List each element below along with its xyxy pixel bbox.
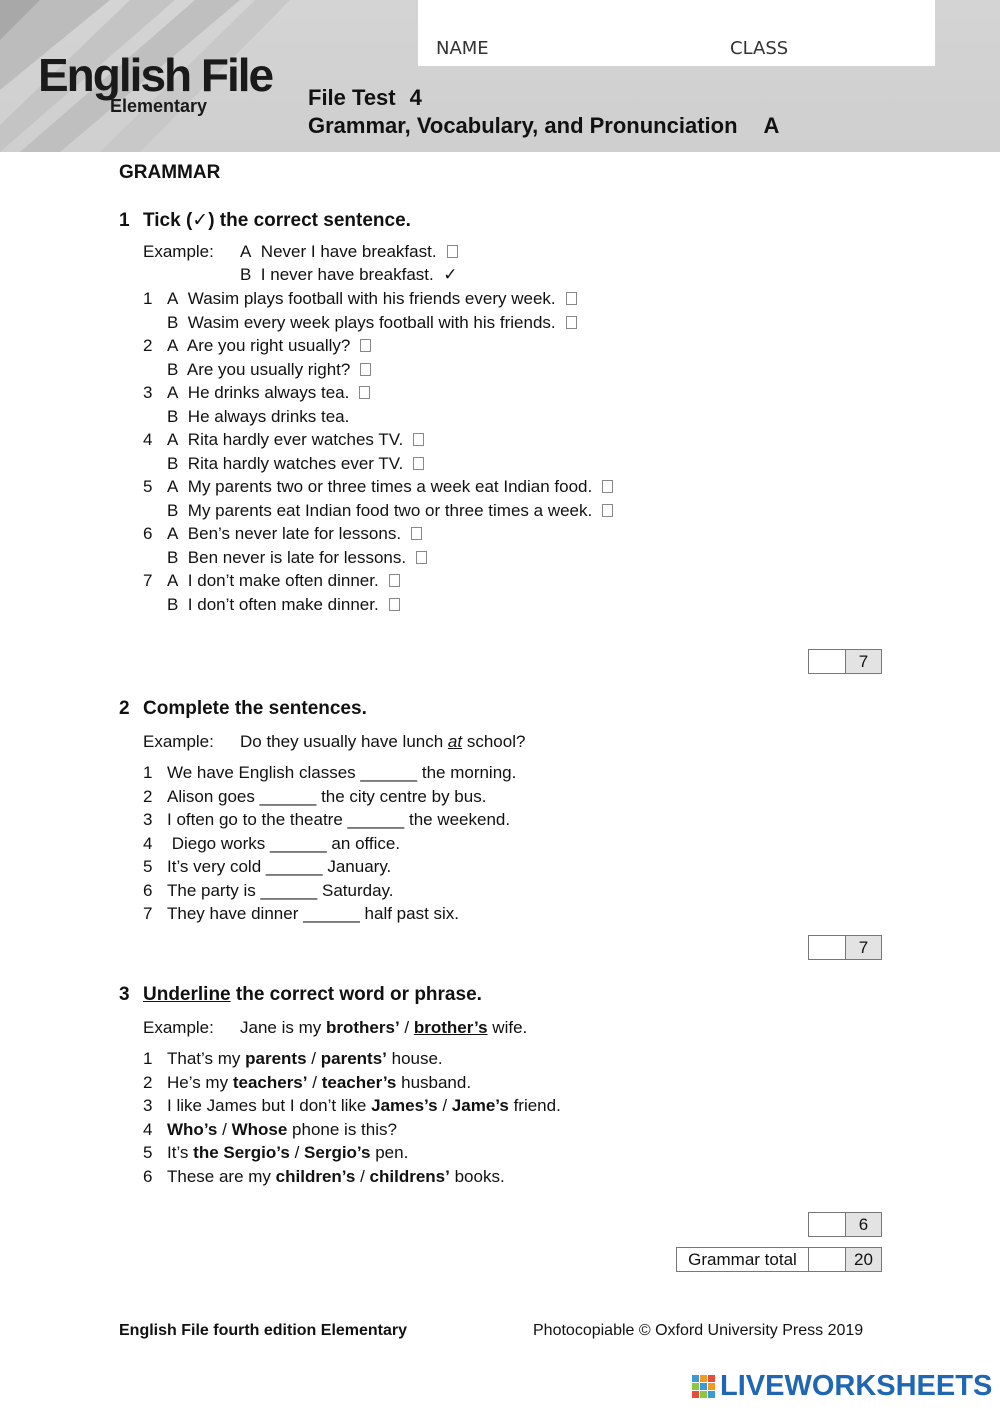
sentence-text: Wasim plays football with his friends every week. [187, 289, 556, 308]
tick-box[interactable] [602, 480, 613, 493]
q2-score-total: 7 [846, 936, 881, 959]
footer-edition: English File fourth edition Elementary [119, 1322, 408, 1339]
q1-item-6-b[interactable] [167, 548, 427, 568]
liveworksheets-text: LIVEWORKSHEETS [720, 1370, 993, 1402]
item-number: 3 [143, 1096, 153, 1115]
liveworksheets-watermark [692, 1370, 992, 1403]
q2-item-2[interactable] [143, 787, 486, 807]
q1-example-label: Example: [143, 242, 214, 261]
item-number: 4 [143, 430, 153, 449]
tick-box[interactable] [413, 457, 424, 470]
tick-box[interactable] [566, 292, 577, 305]
q3-item-1[interactable] [143, 1049, 443, 1069]
q1-example-a: A Never I have breakfast. [240, 242, 458, 262]
choice-option-1[interactable]: Who’s [167, 1119, 218, 1139]
option-letter: A [167, 571, 179, 590]
name-label: NAME [436, 38, 489, 59]
q1-item-4-a[interactable] [143, 430, 424, 450]
footer-copyright: Photocopiable © Oxford University Press 2019 [533, 1322, 864, 1339]
tick-box [447, 245, 458, 258]
item-number: 3 [143, 810, 153, 829]
option-letter: A [167, 477, 179, 496]
q2-item-3[interactable] [143, 810, 510, 830]
choice-separator: / [311, 1049, 316, 1068]
test-subtitle: Grammar, Vocabulary, and Pronunciation [308, 113, 738, 138]
sentence-start: I like James but I don’t like [167, 1096, 367, 1115]
liveworksheets-logo-icon [692, 1375, 716, 1399]
sentence-text: Are you right usually? [186, 336, 351, 355]
choice-option-1[interactable]: James’s [371, 1096, 438, 1115]
q3-score-total: 6 [846, 1213, 881, 1236]
tick-box[interactable] [359, 386, 370, 399]
sentence-text: The party is ______ Saturday. [167, 880, 394, 900]
choice-option-2[interactable]: Sergio’s [304, 1143, 371, 1162]
item-number: 4 [143, 1119, 153, 1139]
q1-item-2-b[interactable] [167, 360, 371, 380]
choice-separator: / [294, 1143, 300, 1162]
choice-option-1[interactable]: teachers’ [232, 1072, 308, 1092]
logo [38, 50, 272, 117]
tick-box[interactable] [413, 433, 424, 446]
item-number: 6 [143, 880, 153, 900]
sentence-text: My parents two or three times a week eat Indian food. [187, 477, 593, 496]
q1-item-7-a[interactable] [143, 571, 400, 591]
item-number: 4 [143, 833, 153, 853]
option-letter: A [167, 430, 179, 449]
item-number: 5 [143, 857, 153, 876]
sentence-end: husband. [401, 1072, 472, 1092]
sentence-end: house. [391, 1049, 443, 1068]
sentence-text: Are you usually right? [186, 359, 351, 379]
q1-score-box[interactable] [808, 649, 882, 674]
option-letter: A [167, 336, 179, 355]
q1-item-1-a[interactable] [143, 289, 577, 309]
item-number: 5 [143, 477, 153, 496]
grammar-total-value: 20 [846, 1248, 881, 1271]
q2-score-box[interactable] [808, 935, 882, 960]
q3-item-4[interactable] [143, 1120, 397, 1140]
tick-box[interactable] [389, 598, 400, 611]
q2-example-label: Example: [143, 732, 214, 751]
q1-item-3-b[interactable] [167, 407, 349, 427]
option-letter: B [167, 547, 179, 567]
q1-example-b: B I never have breakfast. ✓ [240, 265, 458, 284]
q2-item-7[interactable] [143, 904, 459, 924]
option-letter: A [167, 383, 179, 402]
item-number: 1 [143, 289, 153, 308]
sentence-start: He’s my [167, 1072, 229, 1092]
q2-item-4[interactable] [143, 834, 400, 854]
item-number: 6 [143, 524, 153, 543]
question-3-title: 3 Underline the correct word or phrase. [119, 984, 482, 1005]
q3-item-6[interactable] [143, 1167, 505, 1187]
item-number: 2 [143, 336, 153, 355]
q1-item-5-a[interactable] [143, 477, 613, 497]
q1-item-1-b[interactable] [167, 313, 577, 333]
test-number: 4 [409, 85, 422, 110]
tick-box[interactable] [411, 527, 422, 540]
sentence-text: They have dinner ______ half past six. [167, 904, 460, 923]
test-label: File Test [308, 85, 396, 110]
class-label: CLASS [730, 38, 789, 59]
choice-option-2[interactable]: Whose [231, 1119, 288, 1139]
q2-item-5[interactable] [143, 857, 391, 877]
q1-item-5-b[interactable] [167, 501, 613, 521]
q2-item-6[interactable] [143, 881, 394, 901]
choice-option-2[interactable]: childrens’ [369, 1166, 450, 1186]
sentence-end: pen. [375, 1143, 409, 1162]
item-number: 1 [143, 763, 153, 782]
q1-item-3-a[interactable] [143, 383, 370, 403]
choice-separator: / [442, 1096, 448, 1115]
q1-item-2-a[interactable] [143, 336, 371, 356]
choice-option-1[interactable]: children’s [275, 1166, 356, 1186]
test-version: A [763, 113, 780, 138]
item-number: 5 [143, 1143, 153, 1162]
q2-item-1[interactable] [143, 763, 516, 783]
sentence-start: That’s my [167, 1049, 241, 1068]
option-letter: B [167, 406, 179, 426]
question-2-title: 2 Complete the sentences. [119, 698, 367, 719]
option-letter: B [167, 312, 179, 332]
tick-box[interactable] [389, 574, 400, 587]
grammar-total-box[interactable] [808, 1247, 882, 1272]
choice-separator: / [360, 1166, 365, 1186]
sentence-end: phone is this? [292, 1119, 397, 1139]
sentence-text: I often go to the theatre ______ the weekend. [167, 810, 511, 829]
tick-box[interactable] [360, 363, 371, 376]
q3-example: Jane is my brothers’ / brother’s wife. [240, 1018, 528, 1037]
option-letter: A [167, 524, 179, 543]
q1-score-total: 7 [846, 650, 881, 673]
sentence-text: He drinks always tea. [187, 383, 350, 402]
option-letter: B [167, 500, 179, 520]
sentence-end: friend. [513, 1096, 561, 1115]
sentence-text: I don’t make often dinner. [187, 571, 379, 590]
sentence-text: I don’t often make dinner. [187, 594, 379, 614]
question-1-title: 1 Tick (✓) the correct sentence. [119, 210, 411, 231]
q2-example: Do they usually have lunch at school? [240, 732, 526, 751]
q3-item-5[interactable] [143, 1143, 408, 1163]
tick-box[interactable] [566, 316, 577, 329]
sentence-text: Rita hardly watches ever TV. [187, 453, 404, 473]
name-class-box [418, 0, 935, 66]
choice-option-1[interactable]: parents [245, 1049, 307, 1068]
tick-box[interactable] [416, 551, 427, 564]
q1-item-7-b[interactable] [167, 595, 400, 615]
sentence-text: Ben’s never late for lessons. [187, 524, 402, 543]
item-number: 3 [143, 383, 153, 402]
sentence-text: It’s very cold ______ January. [167, 857, 392, 876]
q1-item-4-b[interactable] [167, 454, 424, 474]
choice-option-1[interactable]: the Sergio’s [193, 1143, 290, 1162]
check-mark-icon: ✓ [443, 265, 458, 284]
option-letter: A [167, 289, 179, 308]
option-letter: B [167, 594, 179, 614]
sentence-text: Alison goes ______ the city centre by bus. [167, 786, 487, 806]
option-letter: B [167, 453, 179, 473]
q3-item-3[interactable] [143, 1096, 561, 1116]
logo-subtitle: Elementary [110, 96, 208, 116]
q3-example-label: Example: [143, 1018, 214, 1037]
sentence-start: It’s [167, 1143, 189, 1162]
sentence-start: These are my [167, 1166, 271, 1186]
grammar-total-label: Grammar total [676, 1247, 808, 1272]
sentence-text: Rita hardly ever watches TV. [187, 430, 404, 449]
choice-option-2[interactable]: Jame’s [451, 1096, 509, 1115]
item-number: 7 [143, 904, 153, 923]
choice-separator: / [222, 1119, 227, 1139]
item-number: 1 [143, 1049, 153, 1068]
sentence-end: books. [454, 1166, 505, 1186]
logo-title: English File [38, 49, 273, 101]
q1-item-6-a[interactable] [143, 524, 422, 544]
sentence-text: Ben never is late for lessons. [187, 547, 407, 567]
grammar-total-input[interactable] [809, 1248, 846, 1271]
q1-score-input[interactable] [809, 650, 846, 673]
choice-option-2[interactable]: parents’ [320, 1049, 387, 1068]
item-number: 2 [143, 1072, 153, 1092]
choice-option-2[interactable]: teacher’s [321, 1072, 397, 1092]
tick-box[interactable] [360, 339, 371, 352]
sentence-text: Diego works ______ an office. [167, 833, 401, 853]
q3-score-box[interactable] [808, 1212, 882, 1237]
item-number: 6 [143, 1166, 153, 1186]
header-banner [0, 0, 1000, 152]
q2-score-input[interactable] [809, 936, 846, 959]
test-title [308, 84, 779, 140]
sentence-text: He always drinks tea. [187, 406, 350, 426]
option-letter: B [167, 359, 179, 379]
q3-score-input[interactable] [809, 1213, 846, 1236]
sentence-text: My parents eat Indian food two or three times a week. [187, 500, 593, 520]
sentence-text: We have English classes ______ the morning. [167, 763, 517, 782]
sentence-text: Wasim every week plays football with his friends. [187, 312, 556, 332]
item-number: 2 [143, 786, 153, 806]
choice-separator: / [312, 1072, 317, 1092]
q3-item-2[interactable] [143, 1073, 471, 1093]
item-number: 7 [143, 571, 153, 590]
tick-box[interactable] [602, 504, 613, 517]
section-heading-grammar: GRAMMAR [119, 162, 221, 183]
